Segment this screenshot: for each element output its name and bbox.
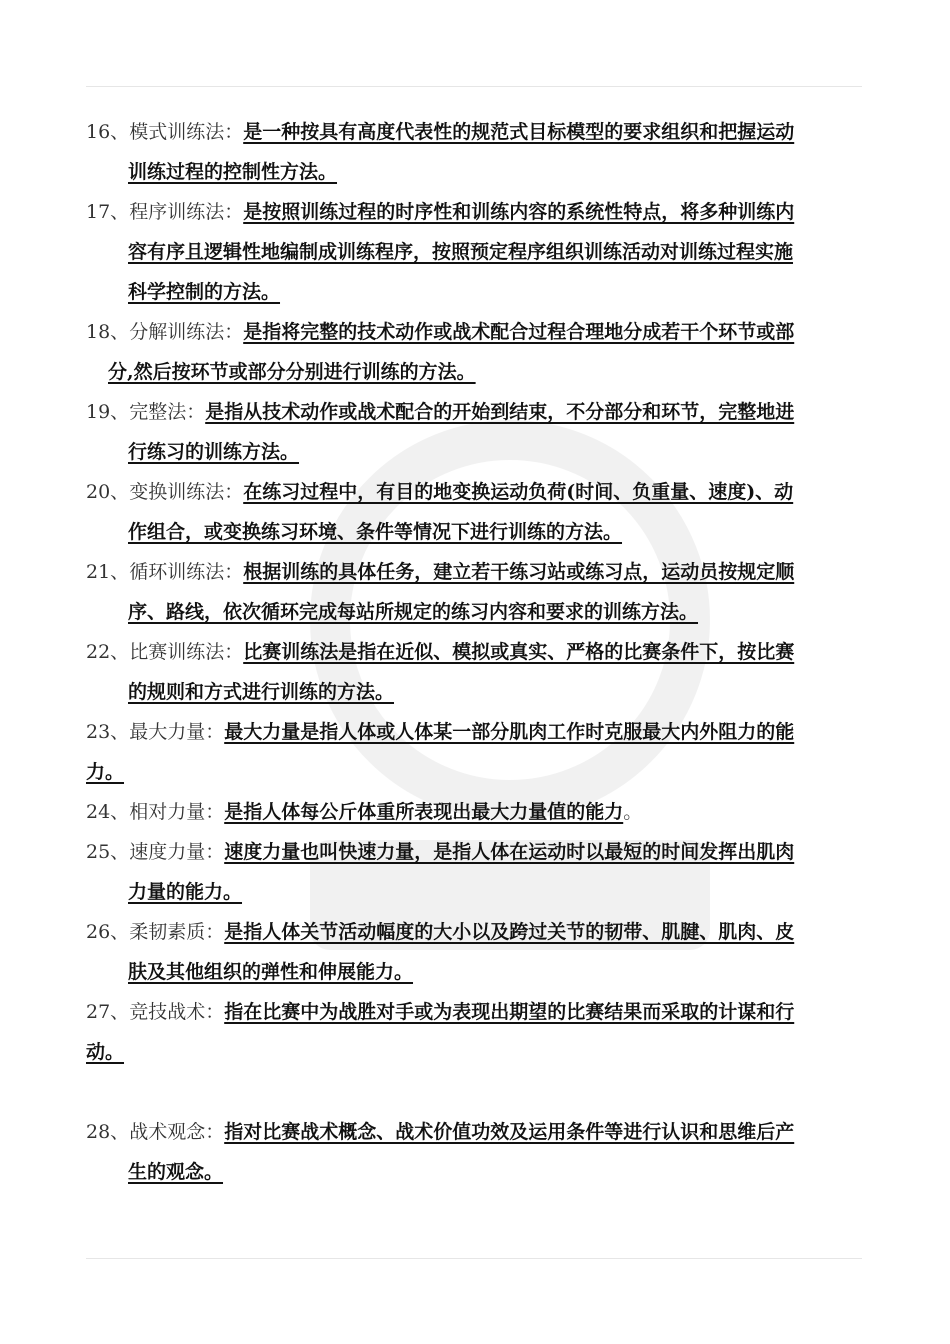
entry-continuation-line xyxy=(86,272,858,312)
entry-first-line xyxy=(86,1112,858,1152)
entry-definition: 生的观念。 xyxy=(128,1161,224,1183)
entry-continuation-line xyxy=(86,1152,858,1192)
entry-first-line xyxy=(86,792,858,832)
entry-number: 24、 xyxy=(86,801,130,823)
entry-first-line xyxy=(86,632,858,672)
entry-number: 28、 xyxy=(86,1121,130,1143)
glossary-entry xyxy=(86,552,858,632)
entry-definition: 是指从技术动作或战术配合的开始到结束，不分部分和环节，完整地进 xyxy=(205,401,795,423)
entry-definition: 训练过程的控制性方法。 xyxy=(128,161,338,183)
entry-continuation-line xyxy=(86,352,858,392)
entry-definition: 速度力量也叫快速力量，是指人体在运动时以最短的时间发挥出肌肉 xyxy=(224,841,795,863)
entry-continuation-line xyxy=(86,752,858,792)
entry-definition: 作组合，或变换练习环境、条件等情况下进行训练的方法。 xyxy=(128,521,623,543)
entry-definition: 比赛训练法是指在近似、模拟或真实、严格的比赛条件下，按比赛 xyxy=(243,641,795,663)
entry-tail-punctuation: 。 xyxy=(623,801,643,823)
entry-definition: 是指人体每公斤体重所表现出最大力量值的能力 xyxy=(224,801,624,823)
entry-definition: 力量的能力。 xyxy=(128,881,243,903)
entry-term: 分解训练法： xyxy=(129,321,244,343)
entry-definition: 的规则和方式进行训练的方法。 xyxy=(128,681,395,703)
glossary-entry xyxy=(86,472,858,552)
entry-first-line xyxy=(86,312,858,352)
entry-continuation-line xyxy=(86,512,858,552)
entry-definition: 是指人体关节活动幅度的大小以及跨过关节的韧带、肌腱、肌肉、皮 xyxy=(224,921,795,943)
entry-first-line xyxy=(86,552,858,592)
entry-definition: 指对比赛战术概念、战术价值功效及运用条件等进行认识和思维后产 xyxy=(224,1121,795,1143)
entry-first-line xyxy=(86,992,858,1032)
entry-continuation-line xyxy=(86,1032,858,1072)
entry-number: 21、 xyxy=(86,561,130,583)
entry-term: 最大力量： xyxy=(129,721,225,743)
entry-definition: 是按照训练过程的时序性和训练内容的系统性特点，将多种训练内 xyxy=(243,201,795,223)
entry-definition: 根据训练的具体任务，建立若干练习站或练习点，运动员按规定顺 xyxy=(243,561,795,583)
entry-definition: 是指将完整的技术动作或战术配合过程合理地分成若干个环节或部 xyxy=(243,321,795,343)
entry-continuation-line xyxy=(86,952,858,992)
glossary-entry xyxy=(86,312,858,392)
entry-term: 竞技战术： xyxy=(129,1001,225,1023)
glossary-entry xyxy=(86,992,858,1072)
entry-number: 20、 xyxy=(86,481,130,503)
entry-number: 27、 xyxy=(86,1001,130,1023)
entry-definition: 最大力量是指人体或人体某一部分肌肉工作时克服最大内外阻力的能 xyxy=(224,721,795,743)
spacer xyxy=(86,1072,858,1112)
entry-definition: 动。 xyxy=(86,1041,125,1063)
glossary-entry xyxy=(86,632,858,712)
entry-number: 16、 xyxy=(86,121,130,143)
entry-first-line xyxy=(86,472,858,512)
entry-first-line xyxy=(86,192,858,232)
entry-term: 相对力量： xyxy=(129,801,225,823)
glossary-entry xyxy=(86,392,858,472)
entry-continuation-line xyxy=(86,152,858,192)
entry-term: 战术观念： xyxy=(129,1121,225,1143)
glossary-entry xyxy=(86,112,858,192)
entry-definition: 行练习的训练方法。 xyxy=(128,441,300,463)
glossary-entry xyxy=(86,1112,858,1192)
entry-term: 变换训练法： xyxy=(129,481,244,503)
entry-number: 22、 xyxy=(86,641,130,663)
entry-definition: 分,然后按环节或部分分别进行训练的方法。 xyxy=(108,361,476,383)
entry-definition: 是一种按具有高度代表性的规范式目标模型的要求组织和把握运动 xyxy=(243,121,795,143)
entry-term: 完整法： xyxy=(129,401,206,423)
entry-definition: 容有序且逻辑性地编制成训练程序，按照预定程序组织训练活动对训练过程实施 xyxy=(128,241,794,263)
entry-continuation-line xyxy=(86,232,858,272)
entry-number: 25、 xyxy=(86,841,130,863)
entry-number: 17、 xyxy=(86,201,130,223)
entry-definition: 在练习过程中，有目的地变换运动负荷(时间、负重量、速度)、动 xyxy=(243,481,794,503)
entry-term: 比赛训练法： xyxy=(129,641,244,663)
entry-first-line xyxy=(86,912,858,952)
glossary-list xyxy=(86,112,858,1192)
entry-continuation-line xyxy=(86,592,858,632)
entry-term: 循环训练法： xyxy=(129,561,244,583)
entry-definition: 科学控制的方法。 xyxy=(128,281,281,303)
entry-continuation-line xyxy=(86,672,858,712)
entry-term: 程序训练法： xyxy=(129,201,244,223)
glossary-entry xyxy=(86,832,858,912)
entry-first-line xyxy=(86,112,858,152)
entry-first-line xyxy=(86,832,858,872)
glossary-entry xyxy=(86,192,858,312)
glossary-entry xyxy=(86,912,858,992)
entry-first-line xyxy=(86,392,858,432)
glossary-entry xyxy=(86,792,858,832)
entry-number: 18、 xyxy=(86,321,130,343)
entry-term: 模式训练法： xyxy=(129,121,244,143)
entry-term: 速度力量： xyxy=(129,841,225,863)
entry-continuation-line xyxy=(86,432,858,472)
header-rule xyxy=(86,86,862,87)
glossary-entry xyxy=(86,712,858,792)
entry-definition: 指在比赛中为战胜对手或为表现出期望的比赛结果而采取的计谋和行 xyxy=(224,1001,795,1023)
entry-definition: 肤及其他组织的弹性和伸展能力。 xyxy=(128,961,414,983)
entry-definition: 序、路线，依次循环完成每站所规定的练习内容和要求的训练方法。 xyxy=(128,601,699,623)
entry-first-line xyxy=(86,712,858,752)
footer-rule xyxy=(86,1258,862,1259)
entry-definition: 力。 xyxy=(86,761,125,783)
entry-number: 19、 xyxy=(86,401,130,423)
entry-number: 23、 xyxy=(86,721,130,743)
entry-continuation-line xyxy=(86,872,858,912)
entry-term: 柔韧素质： xyxy=(129,921,225,943)
entry-number: 26、 xyxy=(86,921,130,943)
